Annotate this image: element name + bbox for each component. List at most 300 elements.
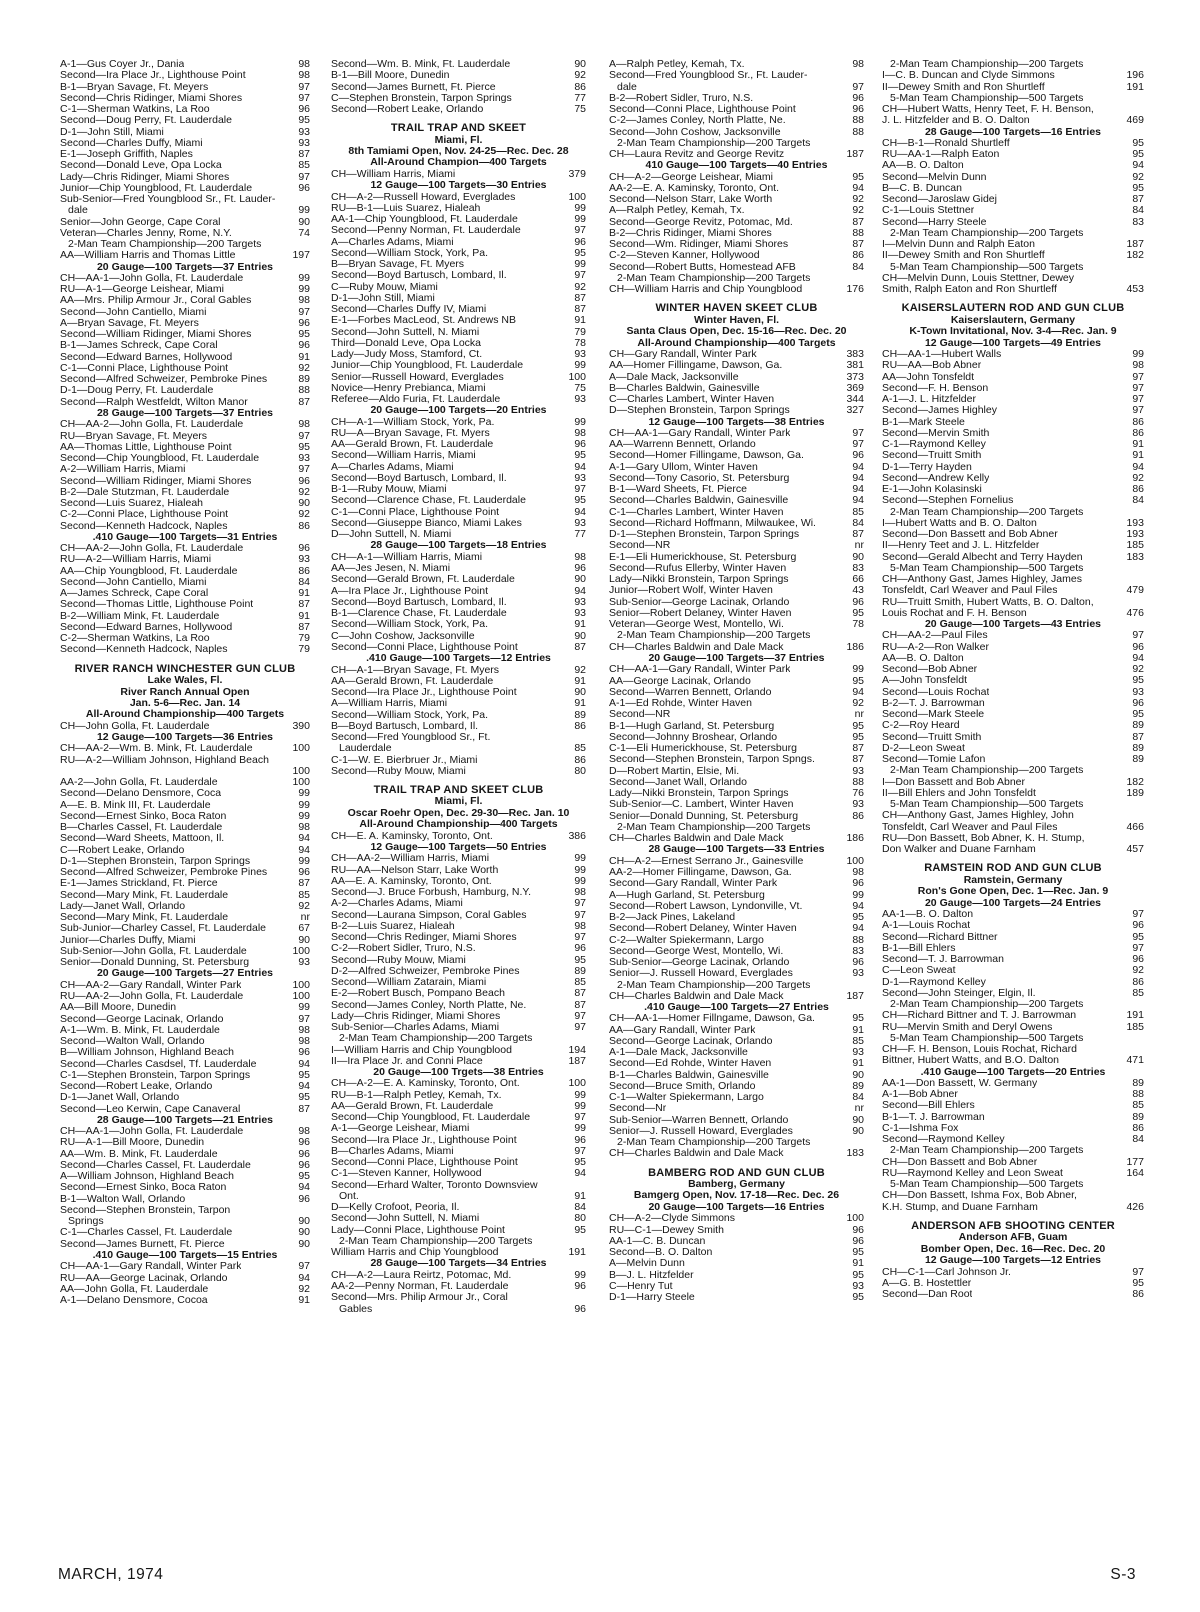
shooter-entry: Second—Warren Bennett, Orlando <box>609 686 772 698</box>
shooter-entry: C-1—Charles Lambert, Winter Haven <box>609 506 784 518</box>
score: 75 <box>574 103 586 115</box>
score: 94 <box>574 505 586 518</box>
score: 99 <box>852 663 864 676</box>
result-row <box>609 1013 864 1024</box>
score: 91 <box>852 1023 864 1036</box>
result-row <box>60 633 310 644</box>
shooter-entry: AA—E. A. Kaminsky, Toronto, Ont. <box>331 875 492 887</box>
score: 91 <box>574 314 586 327</box>
shooter-entry: C-1—Stephen Bronstein, Tarpon Springs <box>60 1069 251 1081</box>
shooter-entry: Second—Thomas Little, Lighthouse Point <box>60 599 254 611</box>
result-row <box>882 1289 1144 1300</box>
result-row <box>331 338 586 349</box>
shooter-entry: Second—Charles Casdsel, Tf. Lauderdale <box>60 1058 257 1070</box>
result-row <box>331 619 586 630</box>
score: 86 <box>1132 1288 1144 1301</box>
shooter-entry: AA—Gerald Brown, Ft. Lauderdale <box>331 1100 494 1112</box>
shooter-entry: RU—A-2—William Johnson, Highland Beach <box>60 754 269 766</box>
score: 95 <box>1132 181 1144 194</box>
result-row <box>882 1044 1144 1055</box>
shooter-entry: Second—Charles Duffy, Miami <box>60 137 203 149</box>
score: 89 <box>574 708 586 721</box>
result-row <box>331 1168 586 1179</box>
score: 93 <box>852 1279 864 1292</box>
result-row <box>60 890 310 901</box>
score: 97 <box>298 429 310 442</box>
result-row <box>331 70 586 81</box>
result-row <box>331 1270 586 1281</box>
score: 87 <box>852 215 864 228</box>
result-row <box>60 543 310 554</box>
score: 94 <box>852 899 864 912</box>
shooter-entry: Second—Robert Butts, Homestead AFB <box>609 261 796 273</box>
shooter-entry: B-2—Chris Ridinger, Miami Shores <box>609 227 772 239</box>
score: 91 <box>1132 438 1144 451</box>
score: 97 <box>298 170 310 183</box>
gauge-heading: 20 Gauge—100 Targets—16 Entries <box>648 1200 825 1213</box>
score: 87 <box>574 640 586 653</box>
result-row <box>60 419 310 430</box>
event-subheading: Ramstein, Germany <box>963 873 1063 886</box>
result-row <box>609 1070 864 1081</box>
club-heading: BAMBERG ROD AND GUN CLUB <box>648 1166 825 1179</box>
result-row <box>331 192 586 203</box>
club-heading: WINTER HAVEN SKEET CLUB <box>655 302 818 315</box>
result-row <box>882 273 1144 284</box>
result-row <box>60 183 310 194</box>
shooter-entry: CH—AA-2—William Harris, Miami <box>331 853 490 865</box>
shooter-entry: C-1—Charles Cassel, Ft. Lauderdale <box>60 1227 233 1239</box>
shooter-entry: Second—Tony Casorio, St. Petersburg <box>609 472 790 484</box>
gauge-heading: 28 Gauge—100 Targets—18 Entries <box>370 539 547 552</box>
result-row <box>609 104 864 115</box>
score: 92 <box>852 697 864 710</box>
score: 95 <box>298 1091 310 1104</box>
result-row <box>331 665 586 676</box>
score: 88 <box>1132 1088 1144 1101</box>
score: 91 <box>1132 449 1144 462</box>
shooter-entry: Second—Alfred Schweizer, Pembroke Pines <box>60 374 268 386</box>
score: 97 <box>298 91 310 104</box>
event-heading: All-Around Championship—400 Targets <box>359 818 558 831</box>
score: 87 <box>852 753 864 766</box>
score: 98 <box>298 821 310 834</box>
gauge-heading: 410 Gauge—100 Targets—40 Entries <box>645 159 828 172</box>
shooter-entry: Second—Penny Norman, Ft. Lauderdale <box>331 225 521 237</box>
score: 187 <box>846 148 864 160</box>
result-row <box>331 1022 586 1033</box>
score: 99 <box>298 809 310 822</box>
result-row <box>60 318 310 329</box>
score: 95 <box>852 1291 864 1304</box>
shooter-entry: 2-Man Team Championship—200 Targets <box>890 1145 1084 1157</box>
result-row <box>882 462 1144 473</box>
shooter-entry: Springs <box>68 1216 104 1228</box>
result-row <box>331 225 586 236</box>
shooter-entry: Second—Ernest Sinko, Boca Raton <box>60 810 227 822</box>
result-row <box>609 495 864 506</box>
score: 84 <box>298 575 310 588</box>
result-row <box>331 473 586 484</box>
shooter-entry: CH—A-2—Clyde Simmons <box>609 1213 736 1225</box>
score: 96 <box>298 1046 310 1059</box>
shooter-entry: Second—Fred Youngblood Sr., Ft. <box>331 732 491 743</box>
result-row <box>60 811 310 822</box>
shooter-entry: Second—Tomie Lafon <box>882 754 986 766</box>
shooter-entry: Second—Clarence Chase, Ft. Lauderdale <box>331 495 526 507</box>
score: 96 <box>852 91 864 104</box>
score: 95 <box>1132 708 1144 721</box>
shooter-entry: A-1—Delano Densmore, Cocoa <box>60 1295 208 1307</box>
club-heading: ANDERSON AFB SHOOTING CENTER <box>911 1219 1115 1232</box>
shooter-entry: Sub-Senior—George Lacinak, Orlando <box>609 596 790 608</box>
score: 187 <box>1126 238 1144 251</box>
score: 87 <box>1132 730 1144 743</box>
score: 453 <box>1126 283 1144 296</box>
score: 93 <box>574 607 586 620</box>
shooter-entry: Second—William Ridinger, Miami Shores <box>60 475 252 487</box>
shooter-entry: 5-Man Team Championship—500 Targets <box>890 799 1084 811</box>
result-row <box>60 991 310 1002</box>
event-subheading: Bamberg, Germany <box>688 1178 785 1191</box>
result-row <box>609 439 864 450</box>
shooter-entry: A-2—Charles Adams, Miami <box>331 898 463 910</box>
shooter-entry: AA—Homer Fillingame, Dawson, Ga. <box>609 360 783 372</box>
shooter-entry: CH—AA-1—Gary Randall, Winter Park <box>60 1261 242 1273</box>
result-row <box>882 822 1144 833</box>
result-row <box>882 1022 1144 1033</box>
score: 99 <box>574 201 586 214</box>
score: 98 <box>298 418 310 431</box>
result-row <box>331 710 586 721</box>
shooter-entry: CH—A-2—Ernest Serrano Jr., Gainesville <box>609 855 804 867</box>
result-row-continuation <box>331 1033 586 1044</box>
result-row <box>609 1270 864 1281</box>
result-row <box>331 293 586 304</box>
result-row <box>331 687 586 698</box>
shooter-entry: E-1—Joseph Griffith, Naples <box>60 149 193 160</box>
score: 96 <box>298 181 310 194</box>
shooter-entry: Second—Ruby Mouw, Miami <box>331 954 466 966</box>
shooter-entry: E-2—Robert Busch, Pompano Beach <box>331 988 505 1000</box>
score: 479 <box>1126 584 1144 597</box>
result-row <box>609 228 864 239</box>
shooter-entry: RU—Mervin Smith and Deryl Owens <box>882 1021 1053 1033</box>
result-row <box>331 383 586 394</box>
score: 386 <box>568 829 586 842</box>
score: 92 <box>852 193 864 206</box>
result-row-continuation <box>882 228 1144 239</box>
shooter-entry: II—Dewey Smith and Ron Shurtleff <box>882 250 1045 262</box>
shooter-entry: CH—AA-2—John Golla, Ft. Lauderdale <box>60 543 244 555</box>
result-row <box>331 315 586 326</box>
event-subheading: Winter Haven, Fl. <box>693 313 780 326</box>
result-row <box>331 1157 586 1168</box>
result-row-continuation <box>882 59 1144 70</box>
result-row <box>609 788 864 799</box>
result-row <box>882 754 1144 765</box>
result-row <box>882 115 1144 126</box>
score: 187 <box>568 1054 586 1067</box>
score: 87 <box>298 598 310 611</box>
shooter-entry: Second—William Zatarain, Miami <box>331 977 487 989</box>
shooter-entry: Second—Mark Steele <box>882 709 985 721</box>
score: 176 <box>846 283 864 296</box>
shooter-entry: CH—AA-1—Hubert Walls <box>882 349 1002 361</box>
shooter-entry: Second—Charles Cassel, Ft. Lauderdale <box>60 1159 251 1171</box>
shooter-entry: B—J. L. Hitzfelder <box>609 1269 694 1281</box>
shooter-entry: Second—Gerald Albecht and Terry Hayden <box>882 551 1083 563</box>
score: 84 <box>1132 204 1144 217</box>
score: 87 <box>298 1102 310 1115</box>
shooter-entry: I—Melvin Dunn and Ralph Eaton <box>882 239 1035 251</box>
score: 97 <box>852 80 864 93</box>
score: 94 <box>852 460 864 473</box>
score: 97 <box>852 426 864 439</box>
shooter-entry: C-2—Walter Spiekermann, Largo <box>609 934 764 946</box>
result-row <box>331 1225 586 1236</box>
score: 97 <box>574 908 586 921</box>
shooter-entry: AA-1—Chip Youngblood, Ft. Lauderdale <box>331 214 518 226</box>
shooter-entry: Second—Charles Duffy IV, Miami <box>331 304 487 316</box>
score: 93 <box>298 452 310 465</box>
club-heading: RIVER RANCH WINCHESTER GUN CLUB <box>74 662 296 675</box>
result-row <box>60 138 310 149</box>
shooter-entry: Second—Mrs. Philip Armour Jr., Coral <box>331 1292 508 1304</box>
score: 94 <box>298 1057 310 1070</box>
result-row <box>609 552 864 563</box>
gauge-heading: .410 Gauge—100 Targets—27 Entries <box>644 1001 829 1013</box>
shooter-entry: D-1—Stephen Bronstein, Tarpon Springs <box>609 529 800 541</box>
result-row <box>882 1100 1144 1111</box>
score: 95 <box>574 1156 586 1169</box>
gauge-heading: 12 Gauge—100 Targets—36 Entries <box>96 731 274 743</box>
shooter-entry: D-1—Janet Wall, Orlando <box>60 1092 180 1104</box>
result-row <box>882 630 1144 641</box>
result-row <box>331 1202 586 1213</box>
shooter-entry: CH—Charles Baldwin and Dale Mack <box>609 833 784 845</box>
score: 96 <box>574 235 586 248</box>
shooter-entry: RU—Don Bassett, Bob Abner, K. H. Stump, <box>882 832 1085 844</box>
shooter-entry: Second—Wm. Ridinger, Miami Shores <box>609 239 789 251</box>
result-row <box>331 552 586 563</box>
shooter-entry: Senior—John George, Cape Coral <box>60 216 221 228</box>
shooter-entry: Second—Rufus Ellerby, Winter Haven <box>609 562 787 574</box>
result-row <box>882 495 1144 506</box>
shooter-entry: Second—Harry Steele <box>882 216 987 228</box>
result-row <box>331 237 586 248</box>
shooter-entry: CH—F. H. Benson, Louis Rochat, Richard <box>882 1044 1077 1056</box>
score: 89 <box>1132 1110 1144 1123</box>
score: 85 <box>574 742 586 755</box>
result-row <box>882 909 1144 920</box>
result-row <box>882 1157 1144 1168</box>
shooter-entry: A—William Johnson, Highland Beach <box>60 1171 234 1183</box>
score: 196 <box>1126 69 1144 82</box>
result-row <box>882 574 1144 585</box>
score: 90 <box>852 550 864 563</box>
score: 91 <box>298 609 310 622</box>
shooter-entry: RU—A—Bryan Savage, Ft. Myers <box>331 427 490 439</box>
shooter-entry: C-1—Ishma Fox <box>882 1122 959 1134</box>
shooter-entry: B-1—Bill Moore, Dunedin <box>331 70 450 82</box>
club-heading: TRAIL TRAP AND SKEET CLUB <box>373 784 544 796</box>
shooter-entry: B—Boyd Bartusch, Lombard, Il. <box>331 720 479 732</box>
shooter-entry: II—Bill Ehlers and John Tonsfeldt <box>882 787 1036 799</box>
shooter-entry: Second—Nelson Starr, Lake Worth <box>609 194 773 206</box>
shooter-entry: D-1—Doug Perry, Ft. Lauderdale <box>60 385 214 397</box>
score: 92 <box>1132 170 1144 183</box>
result-row <box>60 1047 310 1058</box>
shooter-entry: Second—Charles Baldwin, Gainesville <box>609 495 789 507</box>
score: 99 <box>574 874 586 887</box>
score: 87 <box>852 238 864 251</box>
score: 90 <box>574 58 586 70</box>
shooter-entry: B-1—Walton Wall, Orlando <box>60 1193 186 1205</box>
shooter-entry: B-1—Charles Baldwin, Gainesville <box>609 1069 769 1081</box>
score: 100 <box>292 990 310 1003</box>
score: 94 <box>852 922 864 935</box>
gauge-heading: .410 Gauge—100 Targets—12 Entries <box>366 652 551 665</box>
score: 96 <box>852 956 864 968</box>
shooter-entry: C-1—Steven Kanner, Hollywood <box>331 1168 482 1180</box>
shooter-entry: CH—A-1—William Harris, Miami <box>331 551 483 563</box>
score: 89 <box>1132 719 1144 732</box>
result-row <box>331 698 586 709</box>
shooter-entry: D-1—Harry Steele <box>609 1292 695 1304</box>
score: 96 <box>852 449 864 462</box>
result-row <box>60 498 310 509</box>
result-row <box>60 1014 310 1025</box>
score: nr <box>854 1102 864 1115</box>
score: 94 <box>1132 159 1144 172</box>
shooter-entry: 5-Man Team Championship—500 Targets <box>890 562 1084 574</box>
result-row <box>60 476 310 487</box>
shooter-entry: I—C. B. Duncan and Clyde Simmons <box>882 70 1055 82</box>
result-row-continuation <box>60 205 310 216</box>
result-row <box>882 664 1144 675</box>
shooter-entry: CH—Anthony Gast, James Highley, James <box>882 574 1082 586</box>
score: 182 <box>1126 775 1144 788</box>
shooter-entry: Second—Nr <box>609 1103 667 1115</box>
shooter-entry: Second—Chip Youngblood, Ft. Lauderdale <box>60 453 260 465</box>
result-row <box>609 205 864 216</box>
result-row <box>60 93 310 104</box>
shooter-entry: Veteran—George West, Montello, Wi. <box>609 619 784 631</box>
shooter-entry: Second—Bob Abner <box>882 664 978 676</box>
score: 88 <box>852 226 864 239</box>
score: 99 <box>298 798 310 811</box>
shooter-entry: Sub-Senior—Warren Bennett, Orlando <box>609 1114 789 1126</box>
score: 87 <box>298 395 310 408</box>
score: 97 <box>1132 1265 1144 1278</box>
shooter-entry: C-1—Walter Spiekermann, Largo <box>609 1092 764 1104</box>
score: 90 <box>298 215 310 228</box>
score: 87 <box>298 877 310 890</box>
shooter-entry: Second—Louis Rochat <box>882 686 990 698</box>
result-row <box>609 484 864 495</box>
shooter-entry: C-1—Louis Stettner <box>882 205 975 217</box>
score: 100 <box>568 190 586 203</box>
result-row <box>60 487 310 498</box>
result-row <box>882 552 1144 563</box>
score: 95 <box>852 730 864 743</box>
result-row <box>331 270 586 281</box>
score: 95 <box>574 449 586 462</box>
shooter-entry: RU—B-1—Ralph Petley, Kemah, Tx. <box>331 1089 502 1101</box>
shooter-entry: CH—William Harris, Miami <box>331 168 456 180</box>
score: 94 <box>852 471 864 484</box>
result-row <box>882 720 1144 731</box>
result-row <box>882 439 1144 450</box>
result-row <box>60 509 310 520</box>
shooter-entry: RU—AA—Bob Abner <box>882 360 982 372</box>
score: 86 <box>1132 483 1144 496</box>
shooter-entry: 2-Man Team Championship—200 Targets <box>890 59 1084 70</box>
shooter-entry: CH—A-2—Russell Howard, Everglades <box>331 191 516 203</box>
result-row <box>882 844 1144 855</box>
shooter-entry: CH—Melvin Dunn, Louis Stettner, Dewey <box>882 272 1074 284</box>
shooter-entry: Second—Richard Bittner <box>882 931 998 943</box>
shooter-entry: AA—Chip Youngblood, Ft. Lauderdale <box>60 565 238 577</box>
shooter-entry: A—William Harris, Miami <box>331 698 448 710</box>
score: 99 <box>298 204 310 217</box>
result-row-continuation <box>882 1145 1144 1156</box>
result-row <box>60 1171 310 1182</box>
shooter-entry: C-2—James Conley, North Platte, Ne. <box>609 115 786 127</box>
shooter-entry: AA—George Lacinak, Orlando <box>609 675 751 687</box>
event-subheading: Jan. 5-6—Rec. Jan. 14 <box>129 696 241 709</box>
result-row <box>609 799 864 810</box>
score: 94 <box>298 843 310 856</box>
score: 90 <box>574 686 586 698</box>
score: 92 <box>298 1282 310 1295</box>
score: 74 <box>298 226 310 239</box>
shooter-entry: Tonsfeldt, Carl Weaver and Paul Files <box>882 585 1058 597</box>
shooter-entry: 2-Man Team Championship—200 Targets <box>339 1235 533 1247</box>
shooter-entry: A—Charles Adams, Miami <box>331 461 454 473</box>
result-row-continuation <box>609 980 864 991</box>
shooter-entry: Second—Edward Barnes, Hollywood <box>60 621 233 633</box>
shooter-entry: Second—Doug Perry, Ft. Lauderdale <box>60 115 232 127</box>
shooter-entry: 2-Man Team Championship—200 Targets <box>617 1137 811 1149</box>
score: 97 <box>574 483 586 496</box>
shooter-entry: II—Dewey Smith and Ron Shurtleff <box>882 81 1045 93</box>
score: 97 <box>298 80 310 93</box>
shooter-entry: A—James Schreck, Cape Coral <box>60 588 209 600</box>
result-row <box>882 988 1144 999</box>
shooter-entry: I—Hubert Watts and B. O. Dalton <box>882 517 1037 529</box>
shooter-entry: Sub-Senior—Fred Youngblood Sr., Ft. Lauder- <box>60 194 276 205</box>
score: 91 <box>574 1189 586 1202</box>
shooter-entry: 2-Man Team Championship—200 Targets <box>617 821 811 833</box>
shooter-entry: Second—Ernest Sinko, Boca Raton <box>60 1182 227 1194</box>
score: 95 <box>574 494 586 507</box>
result-row-continuation <box>882 765 1144 776</box>
shooter-entry: Second—Jaroslaw Gidej <box>882 194 997 206</box>
result-row <box>331 887 586 898</box>
shooter-entry: Second—Laurana Simpson, Coral Gables <box>331 909 527 921</box>
score: 191 <box>1126 80 1144 93</box>
score: 469 <box>1126 114 1144 127</box>
score: 95 <box>1132 136 1144 149</box>
shooter-entry: A-1—George Leishear, Miami <box>331 1123 470 1135</box>
score: 96 <box>852 1234 864 1247</box>
shooter-entry: A-1—J. L. Hitzfelder <box>882 394 976 406</box>
result-row <box>60 878 310 889</box>
result-row <box>60 611 310 622</box>
shooter-entry: J. L. Hitzfelder and B. O. Dalton <box>882 115 1030 127</box>
